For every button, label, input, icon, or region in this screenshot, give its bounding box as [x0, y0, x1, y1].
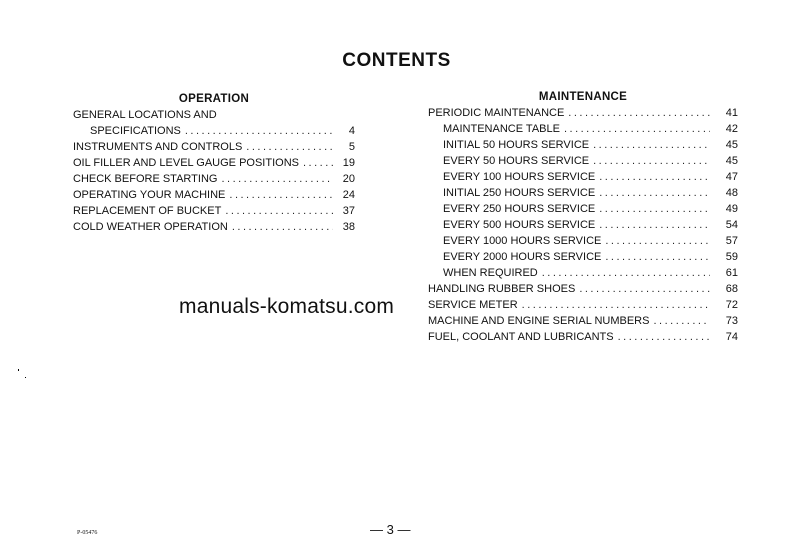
operation-heading: OPERATION [178, 93, 250, 105]
toc-entry-page: 41 [725, 107, 738, 119]
toc-entry-label: INITIAL 50 HOURS SERVICE [443, 139, 590, 151]
toc-entry-label: EVERY 500 HOURS SERVICE [443, 219, 596, 231]
toc-entry-page: 49 [725, 203, 738, 215]
dot-leader [579, 281, 710, 297]
toc-entry-page: 74 [725, 331, 738, 343]
toc-entry-page: 73 [725, 315, 738, 327]
toc-entry[interactable] [73, 203, 355, 219]
dot-leader [185, 123, 333, 139]
dot-leader [542, 265, 710, 281]
toc-entry-label: EVERY 50 HOURS SERVICE [443, 155, 590, 167]
toc-entry-page: 68 [725, 283, 738, 295]
toc-entry-page: 72 [725, 299, 738, 311]
toc-entry[interactable] [73, 187, 355, 203]
toc-entry-page: 42 [725, 123, 738, 135]
dot-leader [653, 313, 710, 329]
toc-entry[interactable] [428, 201, 738, 217]
dot-leader [522, 297, 710, 313]
toc-entry[interactable] [428, 217, 738, 233]
toc-entry-page: 5 [348, 141, 355, 153]
toc-entry-label: GENERAL LOCATIONS AND [73, 109, 217, 121]
operation-section [73, 91, 355, 235]
toc-entry-page: 47 [725, 171, 738, 183]
dot-leader [593, 137, 710, 153]
dot-leader [599, 169, 710, 185]
toc-entry-page: 61 [725, 267, 738, 279]
toc-entry-page: 54 [725, 219, 738, 231]
toc-entry[interactable] [73, 171, 355, 187]
maintenance-heading: MAINTENANCE [538, 91, 628, 103]
toc-entry-label: EVERY 2000 HOURS SERVICE [443, 251, 602, 263]
toc-entry[interactable] [428, 185, 738, 201]
toc-entry[interactable] [73, 139, 355, 155]
dot-leader [618, 329, 710, 345]
toc-entry[interactable] [73, 107, 355, 123]
dot-leader [605, 249, 710, 265]
toc-entry-label: EVERY 1000 HOURS SERVICE [443, 235, 602, 247]
toc-entry-label: CHECK BEFORE STARTING [73, 173, 218, 185]
page-number: — 3 — [370, 522, 411, 537]
toc-entry[interactable] [428, 233, 738, 249]
toc-entry-label: REPLACEMENT OF BUCKET [73, 205, 222, 217]
toc-entry[interactable] [73, 155, 355, 171]
toc-entry[interactable] [428, 281, 738, 297]
dot-leader [599, 201, 710, 217]
toc-entry-label: MACHINE AND ENGINE SERIAL NUMBERS [428, 315, 650, 327]
dot-leader [246, 139, 333, 155]
toc-entry-page: 19 [342, 157, 355, 169]
toc-entry[interactable] [428, 153, 738, 169]
toc-entry-page: 57 [725, 235, 738, 247]
toc-entry-label: WHEN REQUIRED [443, 267, 538, 279]
dot-leader [564, 121, 710, 137]
toc-entry[interactable] [428, 313, 738, 329]
toc-entry-label: FUEL, COOLANT AND LUBRICANTS [428, 331, 614, 343]
dot-leader [599, 217, 710, 233]
toc-entry[interactable] [428, 329, 738, 345]
dot-leader [303, 155, 333, 171]
toc-entry-label: SERVICE METER [428, 299, 518, 311]
toc-entry[interactable] [73, 219, 355, 235]
scan-speck [18, 369, 19, 371]
toc-entry-label: EVERY 100 HOURS SERVICE [443, 171, 596, 183]
dot-leader [229, 187, 333, 203]
dot-leader [232, 219, 333, 235]
toc-entry[interactable] [428, 137, 738, 153]
dot-leader [593, 153, 710, 169]
toc-entry-label: HANDLING RUBBER SHOES [428, 283, 576, 295]
document-code: P-05476 [77, 530, 98, 536]
scan-speck [25, 377, 26, 378]
toc-entry-label: INSTRUMENTS AND CONTROLS [73, 141, 243, 153]
toc-entry-label: EVERY 250 HOURS SERVICE [443, 203, 596, 215]
toc-entry-page: 59 [725, 251, 738, 263]
toc-entry[interactable] [428, 169, 738, 185]
toc-entry-page: 45 [725, 155, 738, 167]
toc-entry-page: 20 [342, 173, 355, 185]
toc-entry-label: OPERATING YOUR MACHINE [73, 189, 226, 201]
toc-entry-label: COLD WEATHER OPERATION [73, 221, 228, 233]
dot-leader [568, 105, 710, 121]
toc-entry-label: MAINTENANCE TABLE [443, 123, 560, 135]
toc-entry-page: 37 [342, 205, 355, 217]
dot-leader [225, 203, 333, 219]
toc-entry[interactable] [428, 249, 738, 265]
toc-entry-page: 24 [342, 189, 355, 201]
toc-entry-page: 4 [348, 125, 355, 137]
toc-entry[interactable] [428, 265, 738, 281]
dot-leader [221, 171, 333, 187]
toc-entry[interactable] [73, 123, 355, 139]
toc-entry-page: 45 [725, 139, 738, 151]
toc-entry-label: OIL FILLER AND LEVEL GAUGE POSITIONS [73, 157, 299, 169]
page-title: CONTENTS [342, 50, 451, 71]
dot-leader [599, 185, 710, 201]
toc-entry[interactable] [428, 297, 738, 313]
toc-entry-label: PERIODIC MAINTENANCE [428, 107, 565, 119]
toc-entry[interactable] [428, 105, 738, 121]
toc-entry[interactable] [428, 121, 738, 137]
toc-entry-label: SPECIFICATIONS [90, 125, 181, 137]
dot-leader [605, 233, 710, 249]
toc-entry-label: INITIAL 250 HOURS SERVICE [443, 187, 596, 199]
toc-entry-page: 38 [342, 221, 355, 233]
maintenance-section [428, 89, 738, 345]
toc-entry-page: 48 [725, 187, 738, 199]
watermark: manuals-komatsu.com [179, 295, 395, 318]
